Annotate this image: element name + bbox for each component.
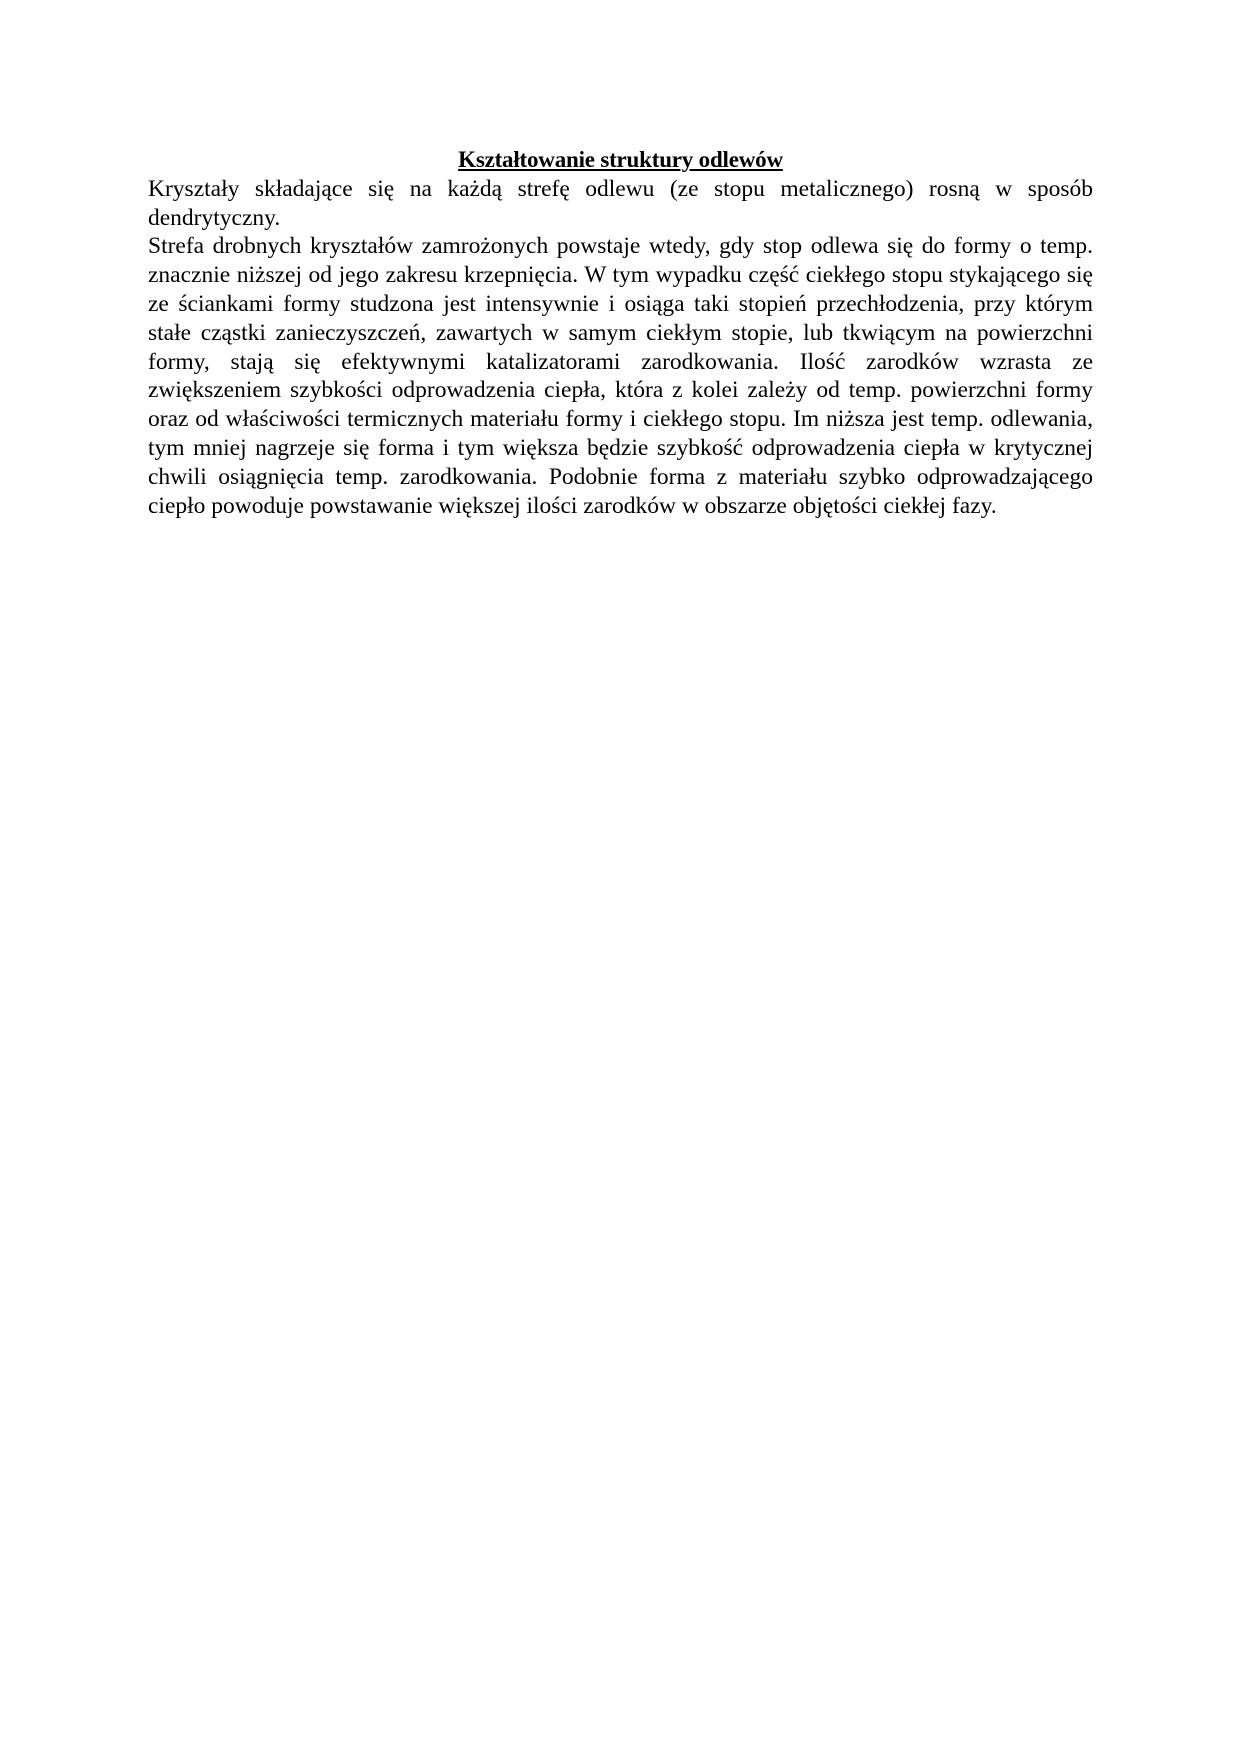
paragraph-fine-crystals-zone: Strefa drobnych kryształów zamrożonych powstaje wtedy, gdy stop odlewa się do formy o temp. znacznie niższej od jego zakresu krzepnięcia. W tym wypadku część ciekłego stopu stykającego się ze ściankami formy studzona jest intensywnie i osiąga taki stopień przechłodzenia, przy którym stałe cząstki zanieczyszczeń, zawartych w samym ciekłym stopie, lub tkwiącym na powierzchni formy, stają się efektywnymi katalizatorami zarodkowania. Ilość zarodków wzrasta ze zwiększeniem szybkości odprowadzenia ciepła, która z kolei zależy od temp. powierzchni formy oraz od właściwości termicznych materiału formy i ciekłego stopu. Im niższa jest temp. odlewania, tym mniej nagrzeje się forma i tym większa będzie szybkość odprowadzenia ciepła w krytycznej chwili osiągnięcia temp. zarodkowania. Podobnie forma z materiału szybko odprowadzającego ciepło powoduje powstawanie większej ilości zarodków w obszarze objętości ciekłej fazy. <box>148 233 1093 519</box>
document-body <box>148 146 1093 520</box>
paragraph-intro: Kryształy składające się na każdą strefę odlewu (ze stopu metalicznego) rosną w sposób dendrytyczny. <box>148 175 1093 231</box>
document-title: Kształtowanie struktury odlewów <box>458 147 783 172</box>
